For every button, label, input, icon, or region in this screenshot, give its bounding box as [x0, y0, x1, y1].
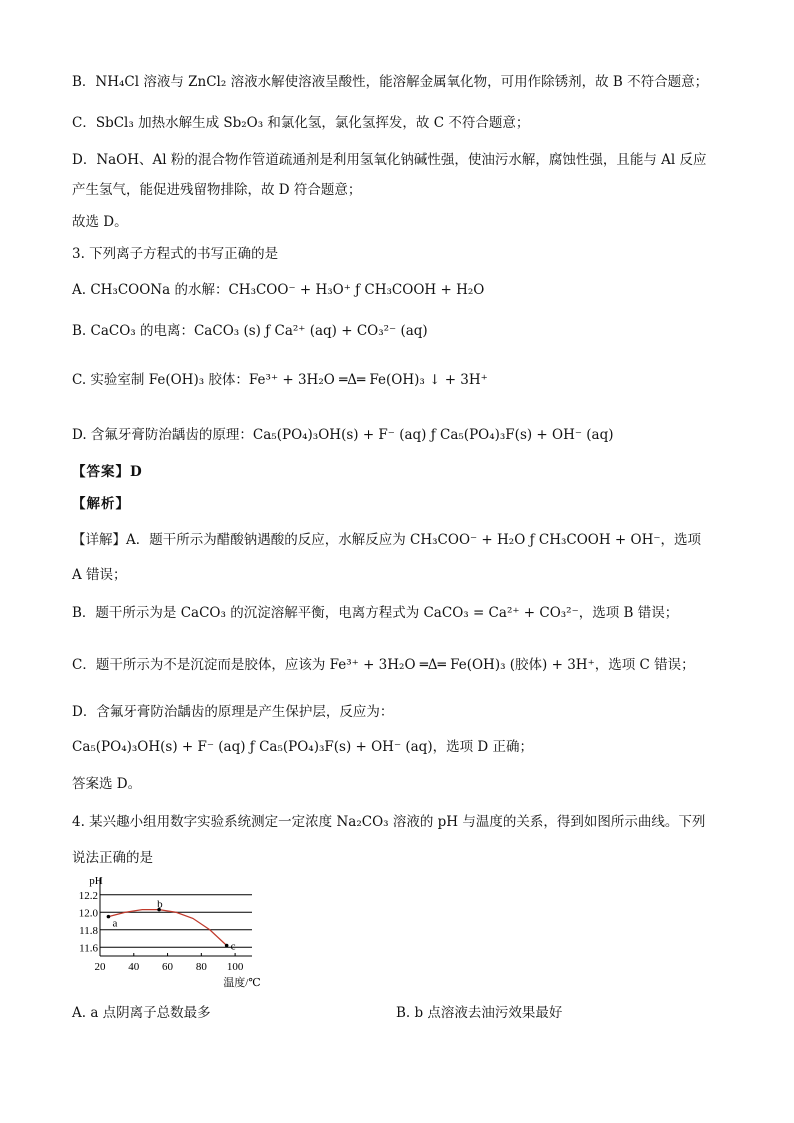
point-label-a: a	[112, 917, 118, 930]
y-tick-label: 11.6	[79, 942, 98, 955]
y-tick-label: 12.0	[78, 907, 98, 920]
analysis-label: 【解析】	[72, 496, 130, 512]
point-a	[107, 915, 111, 919]
text-line: 【详解】A．题干所示为醋酸钠遇酸的反应，水解反应为 CH₃COO⁻ + H₂O ƒ CH₃COOH + OH⁻，选项	[72, 532, 701, 548]
answer-label: 【答案】D	[72, 464, 143, 480]
text-line: 说法正确的是	[72, 850, 153, 866]
point-label-b: b	[157, 898, 163, 911]
x-tick-label: 80	[195, 961, 207, 973]
point-c	[225, 944, 229, 948]
x-axis-label: 温度/℃	[223, 977, 261, 989]
option-b: B. b 点溶液去油污效果最好	[396, 1005, 563, 1021]
text-line: 答案选 D。	[72, 776, 142, 792]
text-line: C．SbCl₃ 加热水解生成 Sb₂O₃ 和氯化氢，氯化氢挥发，故 C 不符合题意；	[72, 115, 530, 131]
question-stem: 3. 下列离子方程式的书写正确的是	[72, 246, 279, 262]
question-stem: 4. 某兴趣小组用数字实验系统测定一定浓度 Na₂CO₃ 溶液的 pH 与温度的关系，得到如图所示曲线。下列	[72, 814, 706, 830]
point-label-c: c	[230, 940, 236, 953]
x-tick-label: 60	[162, 961, 174, 973]
text-line: Ca₅(PO₄)₃OH(s) + F⁻ (aq) ƒ Ca₅(PO₄)₃F(s) + OH⁻ (aq)，选项 D 正确；	[72, 739, 533, 755]
option-d: D. 含氟牙膏防治龋齿的原理：Ca₅(PO₄)₃OH(s) + F⁻ (aq) ƒ Ca₅(PO₄)₃F(s) + OH⁻ (aq)	[72, 427, 614, 443]
y-tick-label: 12.2	[78, 889, 98, 902]
text-line: B．NH₄Cl 溶液与 ZnCl₂ 溶液水解使溶液呈酸性，能溶解金属氧化物，可用作除锈剂，故 B 不符合题意；	[72, 74, 709, 90]
text-line: D．NaOH、Al 粉的混合物作管道疏通剂是利用氢氧化钠碱性强，使油污水解，腐蚀性强，且能与 Al 反应	[72, 152, 707, 168]
ph-temperature-chart	[72, 872, 272, 992]
option-a: A. CH₃COONa 的水解：CH₃COO⁻ + H₃O⁺ ƒ CH₃COOH + H₂O	[72, 282, 485, 298]
text-line: D．含氟牙膏防治龋齿的原理是产生保护层，反应为：	[72, 704, 394, 720]
y-tick-label: 11.8	[79, 924, 98, 937]
option-b: B. CaCO₃ 的电离：CaCO₃ (s) ƒ Ca²⁺ (aq) + CO₃²⁻ (aq)	[72, 323, 428, 339]
ph-curve	[108, 910, 226, 946]
option-a: A. a 点阴离子总数最多	[72, 1005, 211, 1021]
text-line: 故选 D。	[72, 214, 128, 230]
y-axis-label: pH	[89, 875, 103, 887]
text-line: 产生氢气，能促进残留物排除，故 D 符合题意；	[72, 182, 362, 198]
option-c: C. 实验室制 Fe(OH)₃ 胶体：Fe³⁺ + 3H₂O ═Δ═ Fe(OH)₃ ↓ + 3H⁺	[72, 372, 488, 388]
text-line: A 错误；	[72, 567, 127, 583]
text-line: B．题干所示为是 CaCO₃ 的沉淀溶解平衡，电离方程式为 CaCO₃ = Ca²⁺ + CO₃²⁻，选项 B 错误；	[72, 605, 679, 621]
x-tick-label: 40	[128, 961, 140, 973]
text-line: C．题干所示为不是沉淀而是胶体，应该为 Fe³⁺ + 3H₂O ═Δ═ Fe(OH)₃ (胶体) + 3H⁺，选项 C 错误；	[72, 657, 695, 673]
x-tick-label: 100	[226, 961, 244, 973]
x-tick-label: 20	[94, 961, 106, 973]
